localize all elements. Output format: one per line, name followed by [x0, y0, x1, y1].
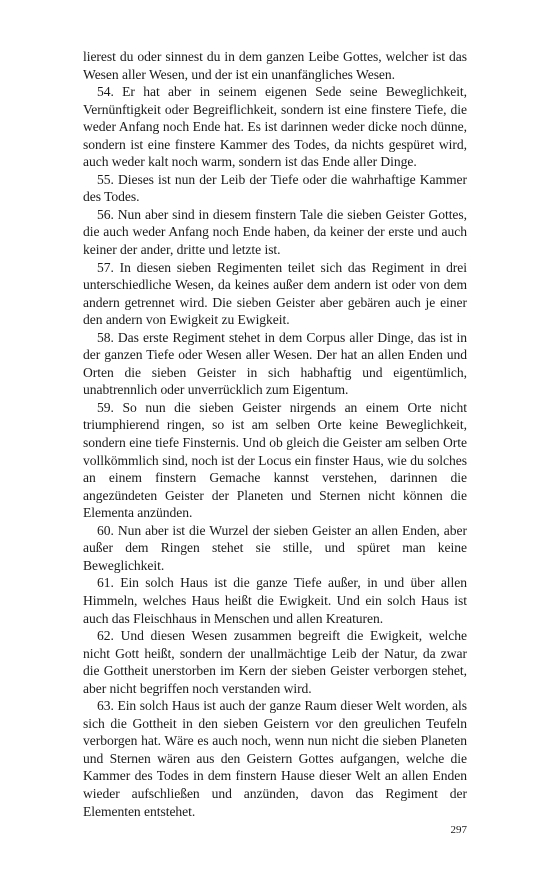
paragraph-58: 58. Das erste Regiment stehet in dem Corpus aller Dinge, das ist in der ganzen Tiefe oder Wesen aller Wesen. Der hat an allen Enden und Orten die sieben Geister in sich habhaftig und eigentümlich, unabtrennlich oder unverrücklich zum Eigentum. [83, 329, 467, 398]
paragraph-57: 57. In diesen sieben Regimenten teilet sich das Regiment in drei unterschiedliche Wesen, da keines außer dem andern ist oder von dem andern getrennet wird. Die sieben Geister aber gebären auch je einer den andern von Ewigkeit zu Ewigkeit. [83, 259, 467, 328]
paragraph-63: 63. Ein solch Haus ist auch der ganze Raum dieser Welt worden, als sich die Gottheit in den sieben Geistern vor den greulichen Teufeln verborgen hat. Wäre es auch noch, wenn nun nicht die sieben Planeten und Sternen wären aus den Geistern Gottes aufgangen, welche die Kammer des Todes in dem finstern Hause dieser Welt an allen Enden wieder aufschließen und anzünden, davon das Regiment der Elementen entstehet. [83, 698, 467, 819]
paragraph-55: 55. Dieses ist nun der Leib der Tiefe oder die wahrhaftige Kammer des Todes. [83, 171, 467, 205]
paragraph-60: 60. Nun aber ist die Wurzel der sieben Geister an allen Enden, aber außer dem Ringen stehet sie stille, und spüret man keine Beweglichkeit. [83, 522, 467, 573]
paragraph-54: 54. Er hat aber in seinem eigenen Sede seine Beweglichkeit, Vernünftigkeit oder Begreiflichkeit, sondern ist eine finstere Tiefe, die weder Anfang noch Ende hat. Es ist darinnen weder dicke noch dünne, sondern ist eine finstere Kammer des Todes, da nichts gespüret wird, auch weder kalt noch warm, sondern ist das Ende aller Dinge. [83, 84, 467, 170]
paragraph-61: 61. Ein solch Haus ist die ganze Tiefe außer, in und über allen Himmeln, welches Haus heißt die Ewigkeit. Und ein solch Haus ist auch das Fleischhaus in Menschen und allen Kreaturen. [83, 575, 467, 626]
page-body [83, 48, 467, 820]
paragraph-continued: lierest du oder sinnest du in dem ganzen Leibe Gottes, welcher ist das Wesen aller Wesen, und der ist ein unanfängliches Wesen. [83, 49, 467, 82]
paragraph-62: 62. Und diesen Wesen zusammen begreift die Ewigkeit, welche nicht Gott heißt, sondern der unallmächtige Leib der Natur, da zwar die Gottheit unerstorben im Kern der sieben Geister verborgen stehet, aber nicht begriffen noch verstanden wird. [83, 628, 467, 696]
paragraph-59: 59. So nun die sieben Geister nirgends an einem Orte nicht triumphierend ringen, so ist am selben Orte keine Beweglichkeit, sondern eine tiefe Finsternis. Und ob gleich die Geister am selben Orte vollkömmlich sind, noch ist der Locus ein finster Haus, wie du solches an einem finstern Gemache kannst verstehen, darinnen die angezündeten Geister der Planeten und Sternen nicht können die Elementa anzünden. [83, 399, 467, 521]
page-number: 297 [450, 824, 467, 836]
paragraph-56: 56. Nun aber sind in diesem finstern Tale die sieben Geister Gottes, die auch weder Anfang noch Ende haben, da keiner der erste und auch keiner der ander, dritte und letzte ist. [83, 206, 467, 258]
